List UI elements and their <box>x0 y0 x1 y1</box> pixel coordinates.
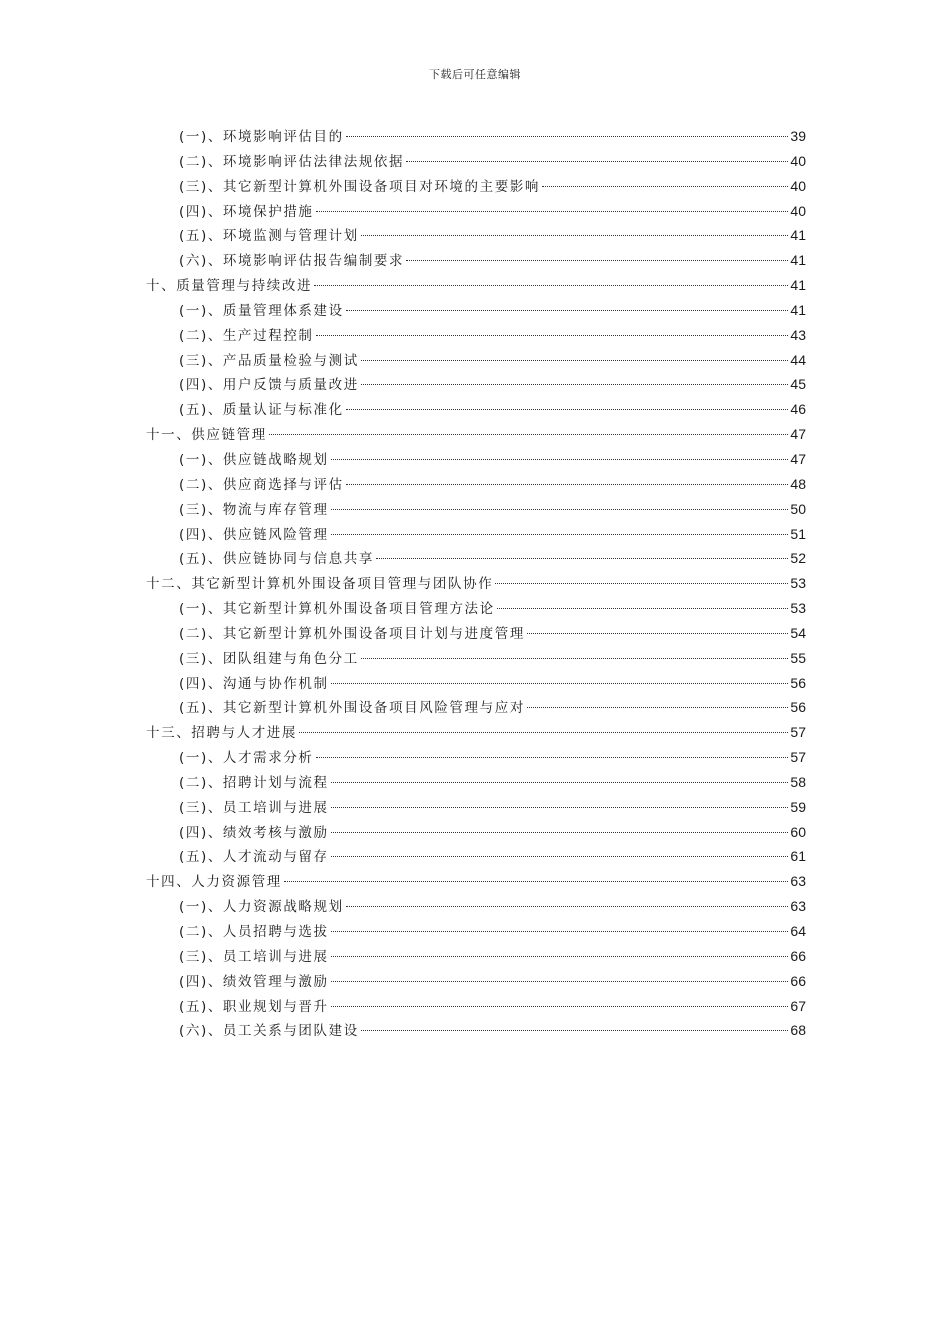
toc-section-entry[interactable] <box>146 1019 806 1044</box>
toc-entry-title: (四)、绩效考核与激励 <box>179 824 329 841</box>
toc-dot-leader <box>331 832 789 833</box>
toc-entry-page-number: 40 <box>790 202 806 219</box>
toc-chapter-entry[interactable] <box>146 572 806 597</box>
toc-entry-page-number: 60 <box>790 823 806 840</box>
toc-entry-title: 十、质量管理与持续改进 <box>146 278 313 295</box>
toc-dot-leader <box>361 360 789 361</box>
toc-entry-title: (六)、环境影响评估报告编制要求 <box>179 253 405 270</box>
toc-dot-leader <box>331 807 789 808</box>
toc-entry-title: (三)、产品质量检验与测试 <box>179 352 359 369</box>
toc-entry-title: (一)、环境影响评估目的 <box>179 129 344 145</box>
toc-entry-title: 十二、其它新型计算机外围设备项目管理与团队协作 <box>146 576 494 593</box>
toc-entry-title: (五)、环境监测与管理计划 <box>179 228 359 245</box>
toc-dot-leader <box>331 1006 789 1007</box>
toc-dot-leader <box>346 409 789 410</box>
toc-dot-leader <box>331 856 789 857</box>
toc-entry-title: (二)、供应商选择与评估 <box>179 476 344 493</box>
toc-section-entry[interactable] <box>146 224 806 249</box>
toc-entry-page-number: 57 <box>790 724 806 741</box>
toc-entry-page-number: 41 <box>790 301 806 318</box>
page-header-note: 下载后可任意编辑 <box>429 68 521 81</box>
toc-section-entry[interactable] <box>146 920 806 945</box>
toc-chapter-entry[interactable] <box>146 721 806 746</box>
toc-entry-title: (三)、其它新型计算机外围设备项目对环境的主要影响 <box>179 178 541 195</box>
toc-dot-leader <box>497 608 789 609</box>
toc-entry-title: (三)、物流与库存管理 <box>179 501 329 518</box>
toc-entry-page-number: 52 <box>790 550 806 567</box>
toc-dot-leader <box>406 260 788 261</box>
toc-dot-leader <box>361 1030 789 1031</box>
toc-entry-title: (一)、质量管理体系建设 <box>179 302 344 319</box>
toc-dot-leader <box>316 211 789 212</box>
toc-entry-page-number: 63 <box>790 873 806 890</box>
toc-dot-leader <box>346 310 789 311</box>
toc-entry-page-number: 53 <box>790 575 806 592</box>
toc-section-entry[interactable] <box>146 299 806 324</box>
toc-dot-leader <box>361 384 789 385</box>
toc-entry-title: (五)、其它新型计算机外围设备项目风险管理与应对 <box>179 700 525 717</box>
table-of-contents <box>146 125 806 1044</box>
toc-entry-title: (四)、供应链风险管理 <box>179 526 329 543</box>
toc-dot-leader <box>299 732 788 733</box>
toc-entry-title: 十三、招聘与人才进展 <box>146 725 297 742</box>
toc-entry-page-number: 59 <box>790 798 806 815</box>
toc-chapter-entry[interactable] <box>146 274 806 299</box>
toc-section-entry[interactable] <box>146 821 806 846</box>
toc-dot-leader <box>527 633 788 634</box>
toc-dot-leader <box>316 335 789 336</box>
toc-section-entry[interactable] <box>146 647 806 672</box>
toc-entry-title: (三)、员工培训与进展 <box>179 948 329 965</box>
toc-entry-title: (六)、员工关系与团队建设 <box>179 1023 359 1040</box>
toc-section-entry[interactable] <box>146 970 806 995</box>
toc-entry-page-number: 46 <box>790 401 806 418</box>
toc-dot-leader <box>331 981 789 982</box>
toc-entry-page-number: 63 <box>790 898 806 915</box>
toc-entry-title: (五)、供应链协同与信息共享 <box>179 551 374 568</box>
toc-dot-leader <box>314 285 788 286</box>
toc-entry-page-number: 57 <box>790 749 806 766</box>
toc-entry-title: (四)、绩效管理与激励 <box>179 973 329 990</box>
toc-entry-page-number: 48 <box>790 475 806 492</box>
toc-entry-title: (二)、招聘计划与流程 <box>179 774 329 791</box>
toc-entry-page-number: 66 <box>790 972 806 989</box>
toc-section-entry[interactable] <box>146 995 806 1020</box>
toc-dot-leader <box>331 931 789 932</box>
toc-entry-title: (三)、员工培训与进展 <box>179 799 329 816</box>
toc-entry-page-number: 45 <box>790 376 806 393</box>
toc-section-entry[interactable] <box>146 945 806 970</box>
toc-section-entry[interactable] <box>146 373 806 398</box>
toc-entry-page-number: 68 <box>790 1022 806 1039</box>
toc-section-entry[interactable] <box>146 498 806 523</box>
toc-entry-page-number: 64 <box>790 923 806 939</box>
toc-section-entry[interactable] <box>146 622 806 647</box>
toc-section-entry[interactable] <box>146 895 806 920</box>
toc-section-entry[interactable] <box>146 398 806 423</box>
toc-section-entry[interactable] <box>146 845 806 870</box>
toc-entry-page-number: 40 <box>790 152 806 169</box>
toc-section-entry[interactable] <box>146 249 806 274</box>
toc-entry-title: (四)、环境保护措施 <box>179 203 314 220</box>
toc-entry-title: (四)、沟通与协作机制 <box>179 675 329 692</box>
toc-entry-page-number: 43 <box>790 326 806 343</box>
toc-section-entry[interactable] <box>146 771 806 796</box>
toc-entry-title: (三)、团队组建与角色分工 <box>179 650 359 667</box>
toc-entry-page-number: 41 <box>790 227 806 244</box>
toc-entry-title: (一)、供应链战略规划 <box>179 451 329 468</box>
toc-dot-leader <box>331 509 789 510</box>
toc-section-entry[interactable] <box>146 672 806 697</box>
toc-dot-leader <box>346 484 789 485</box>
toc-entry-title: (五)、职业规划与晋升 <box>179 998 329 1015</box>
toc-section-entry[interactable] <box>146 448 806 473</box>
toc-section-entry[interactable] <box>146 696 806 721</box>
toc-chapter-entry[interactable] <box>146 870 806 895</box>
toc-dot-leader <box>331 956 789 957</box>
toc-entry-title: (二)、其它新型计算机外围设备项目计划与进度管理 <box>179 625 525 642</box>
toc-section-entry[interactable] <box>146 473 806 498</box>
toc-section-entry[interactable] <box>146 150 806 175</box>
toc-entry-title: (四)、用户反馈与质量改进 <box>179 377 359 394</box>
toc-section-entry[interactable] <box>146 746 806 771</box>
toc-dot-leader <box>331 534 789 535</box>
toc-dot-leader <box>346 906 789 907</box>
toc-entry-page-number: 41 <box>790 252 806 269</box>
toc-entry-page-number: 66 <box>790 947 806 964</box>
toc-section-entry[interactable] <box>146 547 806 572</box>
toc-dot-leader <box>406 161 788 162</box>
toc-entry-page-number: 41 <box>790 277 806 294</box>
toc-entry-page-number: 40 <box>790 177 806 194</box>
toc-section-entry[interactable] <box>146 523 806 548</box>
toc-section-entry[interactable] <box>146 324 806 349</box>
toc-entry-title: 十一、供应链管理 <box>146 427 267 444</box>
toc-dot-leader <box>284 881 789 882</box>
toc-entry-title: (一)、其它新型计算机外围设备项目管理方法论 <box>179 601 495 618</box>
toc-entry-page-number: 44 <box>790 351 806 368</box>
toc-entry-title: (五)、质量认证与标准化 <box>179 402 344 419</box>
toc-entry-page-number: 54 <box>790 624 806 641</box>
toc-entry-page-number: 50 <box>790 500 806 517</box>
toc-entry-title: (二)、环境影响评估法律法规依据 <box>179 153 405 170</box>
toc-dot-leader <box>269 434 789 435</box>
toc-section-entry[interactable] <box>146 796 806 821</box>
toc-dot-leader <box>361 235 789 236</box>
toc-entry-page-number: 61 <box>790 848 806 865</box>
toc-dot-leader <box>542 186 788 187</box>
toc-dot-leader <box>346 136 789 137</box>
toc-entry-title: (二)、生产过程控制 <box>179 327 314 344</box>
toc-entry-page-number: 53 <box>790 600 806 617</box>
toc-entry-page-number: 55 <box>790 649 806 666</box>
toc-dot-leader <box>331 782 789 783</box>
toc-entry-page-number: 39 <box>790 128 806 144</box>
toc-entry-page-number: 47 <box>790 450 806 467</box>
toc-entry-page-number: 58 <box>790 773 806 790</box>
toc-dot-leader <box>376 558 788 559</box>
toc-section-entry[interactable] <box>146 200 806 225</box>
toc-chapter-entry[interactable] <box>146 423 806 448</box>
toc-section-entry[interactable] <box>146 597 806 622</box>
toc-dot-leader <box>527 707 788 708</box>
toc-dot-leader <box>495 583 788 584</box>
toc-section-entry[interactable] <box>146 349 806 374</box>
toc-entry-page-number: 51 <box>790 525 806 542</box>
toc-entry-page-number: 56 <box>790 674 806 691</box>
toc-entry-title: 十四、人力资源管理 <box>146 874 282 891</box>
toc-dot-leader <box>331 459 789 460</box>
toc-entry-title: (二)、人员招聘与选拔 <box>179 924 329 940</box>
toc-dot-leader <box>316 757 789 758</box>
toc-section-entry[interactable] <box>146 125 806 150</box>
toc-dot-leader <box>361 658 789 659</box>
toc-entry-page-number: 47 <box>790 426 806 443</box>
toc-section-entry[interactable] <box>146 175 806 200</box>
toc-entry-title: (一)、人才需求分析 <box>179 750 314 767</box>
toc-entry-title: (五)、人才流动与留存 <box>179 849 329 866</box>
toc-entry-title: (一)、人力资源战略规划 <box>179 899 344 916</box>
toc-dot-leader <box>331 683 789 684</box>
toc-entry-page-number: 56 <box>790 699 806 716</box>
toc-entry-page-number: 67 <box>790 997 806 1014</box>
